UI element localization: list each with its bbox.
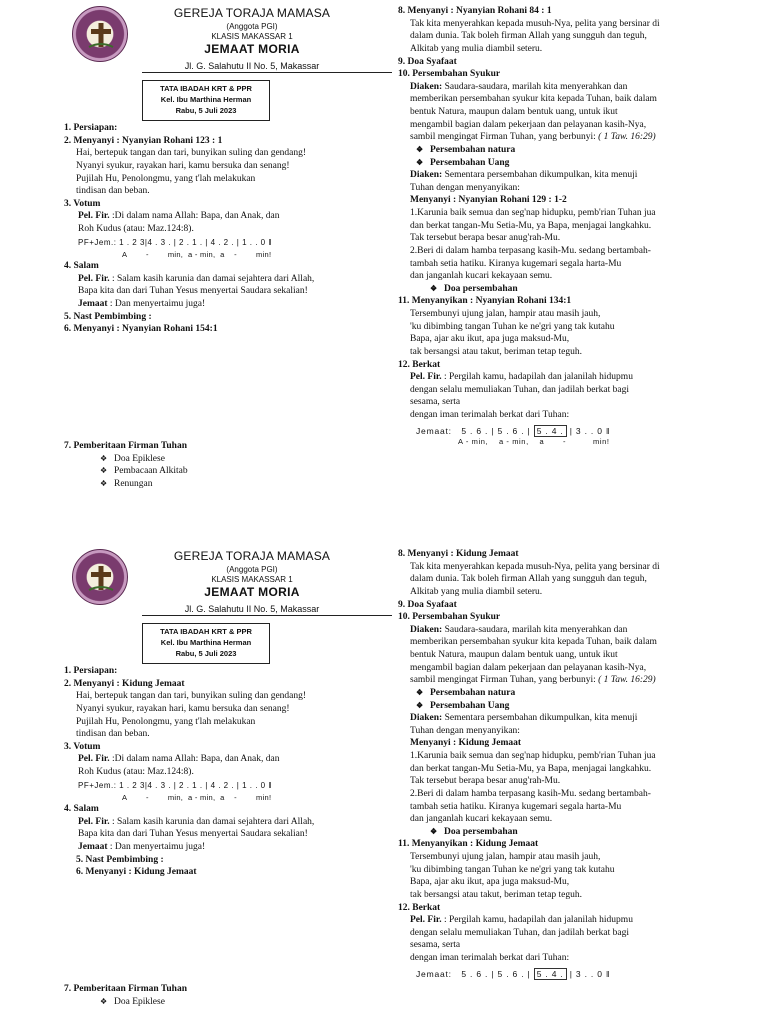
section-menyanyikan-11: 11. Menyanyikan : Nyanyian Rohani 134:1 [398,296,572,307]
diamond-bullet-icon: ❖ [430,283,438,293]
church-member: (Anggota PGI) [226,564,278,574]
lyric-line: dalam dunia. Tak boleh firman Allah yang sungguh dan teguh, [410,574,647,585]
diaken-line: Saudara-saudara, marilah kita menyerahkan dan [442,624,628,635]
church-seal-icon [72,549,128,605]
bullet-item [64,996,356,1009]
lyric-line: 1.Karunia baik semua dan seg'nap hidupku, pemb'rian Tuhan jua [410,751,656,761]
diaken-line: Sementara persembahan dikumpulkan, kita menuji [442,713,638,724]
diaken-line: memberikan persembahan syukur kita kepada Tuhan, baik dalam [410,637,657,648]
berkat-line: dengan selalu memuliakan Tuhan, dan jadilah berkat bagi [410,384,629,395]
header-divider [142,72,392,73]
bullet-label: Persembahan Uang [430,700,510,711]
response-line: : Dan menyertaimu juga! [107,299,206,310]
section-firman: 7. Pemberitaan Firman Tuhan [64,983,187,994]
speaker-label: Pel. Fir. [78,211,110,222]
lyric-line: Pujilah Hu, Penolongmu, yang t'lah melakukan [76,716,256,727]
lyric-line: Hai, bertepuk tangan dan tari, bunyikan suling dan gendang! [76,691,307,702]
music-notation: PF+Jem.: 1 . 2 3|4 . 3 . | 2 . 1 . | 4 . 2 . | 1 . . 0 ‖ [78,237,273,247]
section-salam: 4. Salam [64,804,99,815]
bullet-label: Doa Epiklese [114,453,165,464]
order-of-service-left [64,122,356,490]
salam-line: : Salam kasih karunia dan damai sejahtera dari Allah, [109,816,315,827]
section-menyanyi-6: 6. Menyanyi : Kidung Jemaat [76,867,197,878]
bullet-label: Doa persembahan [444,826,518,837]
lyric-line: Tersembunyi ujung jalan, hampir atau masih jauh, [410,852,601,862]
service-date: Rabu, 5 Juli 2023 [175,648,237,658]
lyric-line: Tak kita menyerahkan kepada musuh-Nya, pelita yang bersinar di [410,561,660,572]
bullet-item [398,700,704,713]
lyric-line: Tersembunyi ujung jalan, hampir atau masih jauh, [410,309,601,319]
church-header [62,0,352,70]
speaker-label: Pel. Fir. [410,372,442,383]
header-divider [142,615,392,616]
section-menyanyi-8: 8. Menyanyi : Kidung Jemaat [398,549,519,559]
salam-line: : Salam kasih karunia dan damai sejahtera dari Allah, [109,273,315,284]
section-berkat: 12. Berkat [398,359,441,370]
lyric-line: 2.Beri di dalam hamba terpasang kasih-Mu. sedang bertambah- [410,788,651,799]
section-menyanyi-6: 6. Menyanyi : Nyanyian Rohani 154:1 [64,324,218,335]
section-votum: 3. Votum [64,198,101,209]
diamond-bullet-icon: ❖ [416,157,424,167]
lyric-line: dan janganlah kucari kekayaan semu. [410,814,553,825]
lyric-line: Bapa, ajar aku ikut, apa juga maksud-Mu, [410,877,570,888]
amen-notation [398,969,704,980]
bullet-label: Doa persembahan [444,283,518,294]
salam-text [64,273,356,286]
lyric-line: Alkitab yang mulia diambil seteru. [410,43,543,54]
speaker-label: Jemaat [78,299,108,310]
lyric-line: 'ku dibimbing tangan Tuhan ke ne'gri yang tak kutahu [410,321,615,332]
lyric-line: Hai, bertepuk tangan dan tari, bunyikan suling dan gendang! [76,148,307,159]
speaker-label: Jemaat [78,842,108,853]
diaken-line: mengambil bagian dalam pekerjaan dan pelayanan kasih-Nya, [410,662,647,673]
section-berkat: 12. Berkat [398,902,441,913]
section-menyanyi-8: 8. Menyanyi : Nyanyian Rohani 84 : 1 [398,6,552,16]
speaker-label: Diaken: [410,624,443,635]
salam-line: Bapa kita dan dari Tuhan Yesus menyertai Saudara sekalian! [78,286,308,297]
berkat-line: dengan selalu memuliakan Tuhan, dan jadilah berkat bagi [410,927,629,938]
lyric-line: dan berkat tangan-Mu Setia-Mu, ya Bapa, menjagai langkahku. [410,220,652,231]
lyric-line: Nyanyi syukur, rayakan hari, kamu bersuka dan senang! [76,703,290,714]
left-column [62,0,352,489]
jemaat-name: JEMAAT MORIA [204,42,300,57]
service-family: Kel. Ibu Marthina Herman [160,94,252,104]
church-name: GEREJA TORAJA MAMASA [173,6,331,20]
diaken-line-text: sambil mengingat Firman Tuhan, yang berbunyi: [410,675,599,686]
salam-line: Bapa kita dan dari Tuhan Yesus menyertai Saudara sekalian! [78,829,308,840]
bullet-label: Doa Epiklese [114,996,165,1007]
lyric-line: 2.Beri di dalam hamba terpasang kasih-Mu. sedang bertambah- [410,245,651,256]
lyric-line: Tak tersebut berapa besar anug'rah-Mu. [410,776,561,787]
jemaat-response [64,841,356,854]
bullet-item [64,453,356,466]
lyric-line: dan janganlah kucari kekayaan semu. [410,271,553,282]
bullet-item [64,478,356,491]
diaken-line [398,131,704,144]
section-nast: 5. Nast Pembimbing : [76,854,164,865]
lyric-line: Pujilah Hu, Penolongmu, yang t'lah melakukan [76,173,256,184]
speaker-label: Pel. Fir. [410,915,442,926]
notation-part: | 3 . . 0 ‖ [566,968,611,979]
lyric-line: tindisan dan beban. [76,729,150,740]
votum-line: :Di dalam nama Allah: Bapa, dan Anak, dan [109,211,280,222]
song-title: Menyanyi : Nyanyian Rohani 129 : 1-2 [410,195,567,206]
order-of-service-left [64,665,356,1008]
diaken-line: bentuk Natura, maupun dalam bentuk uang, untuk ikut [410,107,618,117]
diaken-text [398,81,704,94]
notation-part-boxed: 5 . 4 . [534,968,567,980]
church-name: GEREJA TORAJA MAMASA [173,549,331,563]
berkat-text [398,371,704,384]
lyric-line: dan berkat tangan-Mu Setia-Mu, ya Bapa, menjagai langkahku. [410,763,652,774]
votum-text [64,210,356,223]
diaken-line: Saudara-saudara, marilah kita menyerahkan dan [442,81,628,92]
diaken-line-text: sambil mengingat Firman Tuhan, yang berbunyi: [410,132,599,143]
service-family: Kel. Ibu Marthina Herman [160,637,252,647]
speaker-label: Pel. Fir. [78,816,110,827]
church-klasis: KLASIS MAKASSAR 1 [211,31,293,41]
section-persembahan: 10. Persembahan Syukur [398,69,501,80]
bullet-label: Persembahan natura [430,144,516,155]
church-header [62,543,352,613]
lyric-line: tak bersangsi atau takut, beriman tetap teguh. [410,346,582,357]
section-menyanyi: 2. Menyanyi : Kidung Jemaat [64,678,185,689]
diaken-text [398,712,704,725]
jemaat-name: JEMAAT MORIA [204,585,300,600]
lyric-line: tindisan dan beban. [76,186,150,197]
bullet-item [398,157,704,170]
amen-notation [398,426,704,437]
bullet-item [398,687,704,700]
lyric-line: Tak kita menyerahkan kepada musuh-Nya, pelita yang bersinar di [410,18,660,29]
section-nast: 5. Nast Pembimbing : [64,311,152,322]
church-member: (Anggota PGI) [226,21,278,31]
section-menyanyikan-11: 11. Menyanyikan : Kidung Jemaat [398,839,539,850]
bullet-item [398,826,704,839]
bullet-item [398,283,704,296]
notation-part: | 3 . . 0 ‖ [566,425,611,436]
left-column [62,543,352,1007]
diaken-line: Sementara persembahan dikumpulkan, kita menuji [442,170,638,181]
church-address: Jl. G. Salahutu II No. 5, Makassar [184,61,320,72]
scripture-ref: ( 1 Taw. 16:29) [598,132,656,143]
section-persembahan: 10. Persembahan Syukur [398,612,501,623]
lyric-line: Alkitab yang mulia diambil seteru. [410,586,543,597]
notation-part-boxed: 5 . 4 . [534,425,567,437]
service-title: TATA IBADAH KRT & PPR [160,627,252,636]
jemaat-response [64,298,356,311]
service-date: Rabu, 5 Juli 2023 [175,105,237,115]
service-title: TATA IBADAH KRT & PPR [160,84,252,93]
diaken-line: mengambil bagian dalam pekerjaan dan pelayanan kasih-Nya, [410,119,647,130]
bullet-label: Persembahan Uang [430,157,510,168]
diaken-line [398,674,704,687]
amen-lyrics: A - min, a - min, a - min! [458,436,610,446]
diaken-line: Tuhan dengan menyanyikan: [410,725,520,736]
section-doa-syafaat: 9. Doa Syafaat [398,56,457,67]
lyric-line: 'ku dibimbing tangan Tuhan ke ne'gri yang tak kutahu [410,864,615,875]
liturgy-page-bottom [0,543,768,1024]
diamond-bullet-icon: ❖ [100,478,108,488]
church-klasis: KLASIS MAKASSAR 1 [211,574,293,584]
speaker-label: Diaken: [410,81,443,92]
speaker-label: Pel. Fir. [78,273,110,284]
bullet-item [398,144,704,157]
song-title: Menyanyi : Kidung Jemaat [410,738,522,749]
speaker-label: Pel. Fir. [78,754,110,765]
lyric-line: Tak tersebut berapa besar anug'rah-Mu. [410,233,561,244]
order-of-service-right [398,5,704,447]
church-address: Jl. G. Salahutu II No. 5, Makassar [184,604,320,615]
berkat-line: dengan iman terimalah berkat dari Tuhan: [410,410,570,420]
diamond-bullet-icon: ❖ [100,466,108,476]
lyric-line: Bapa, ajar aku ikut, apa juga maksud-Mu, [410,334,570,345]
diamond-bullet-icon: ❖ [416,700,424,710]
speaker-label: Diaken: [410,713,443,724]
berkat-line: dengan iman terimalah berkat dari Tuhan: [410,953,570,963]
berkat-line: sesama, serta [410,940,461,951]
section-votum: 3. Votum [64,741,101,752]
speaker-label: Diaken: [410,170,443,181]
berkat-line: : Pergilah kamu, hadapilah dan jalanilah hidupmu [441,915,633,926]
berkat-text [398,914,704,927]
lyric-line: Nyanyi syukur, rayakan hari, kamu bersuka dan senang! [76,160,290,171]
music-notation: PF+Jem.: 1 . 2 3|4 . 3 . | 2 . 1 . | 4 . 2 . | 1 . . 0 ‖ [78,780,273,790]
notation-lyrics: A - min, a - min, a - min! [122,793,272,803]
diaken-line: memberikan persembahan syukur kita kepada Tuhan, baik dalam [410,94,657,105]
section-menyanyi: 2. Menyanyi : Nyanyian Rohani 123 : 1 [64,135,223,146]
diamond-bullet-icon: ❖ [100,996,108,1006]
salam-text [64,816,356,829]
section-firman: 7. Pemberitaan Firman Tuhan [64,440,187,451]
diaken-text [398,169,704,182]
church-seal-icon [72,6,128,62]
section-doa-syafaat: 9. Doa Syafaat [398,599,457,610]
lyric-line: 1.Karunia baik semua dan seg'nap hidupku, pemb'rian Tuhan jua [410,208,656,218]
scripture-ref: ( 1 Taw. 16:29) [598,675,656,686]
votum-line: :Di dalam nama Allah: Bapa, dan Anak, dan [109,754,280,765]
bullet-item [64,465,356,478]
section-persiapan: 1. Persiapan: [64,666,118,676]
votum-text [64,753,356,766]
diamond-bullet-icon: ❖ [416,144,424,154]
diamond-bullet-icon: ❖ [100,453,108,463]
diamond-bullet-icon: ❖ [430,826,438,836]
lyric-line: tak bersangsi atau takut, beriman tetap teguh. [410,889,582,900]
lyric-line: dalam dunia. Tak boleh firman Allah yang sungguh dan teguh, [410,31,647,42]
diaken-line: bentuk Natura, maupun dalam bentuk uang, untuk ikut [410,650,618,660]
service-info-box [142,623,270,664]
lyric-line: tambah setia hatiku. Kiranya kugemari segala harta-Mu [410,801,622,812]
votum-line: Roh Kudus (atau: Maz.124:8). [78,224,194,234]
berkat-line: : Pergilah kamu, hadapilah dan jalanilah hidupmu [441,372,633,383]
notation-lyrics: A - min, a - min, a - min! [122,250,272,260]
service-info-box [142,80,270,121]
response-line: : Dan menyertaimu juga! [107,842,206,853]
berkat-line: sesama, serta [410,397,461,408]
notation-part: Jemaat: 5 . 6 . | 5 . 6 . | [416,425,534,436]
votum-line: Roh Kudus (atau: Maz.124:8). [78,767,194,777]
diaken-text [398,624,704,637]
lyric-line: tambah setia hatiku. Kiranya kugemari segala harta-Mu [410,258,622,269]
order-of-service-right [398,548,704,980]
diamond-bullet-icon: ❖ [416,687,424,697]
section-persiapan: 1. Persiapan: [64,123,118,133]
diaken-line: Tuhan dengan menyanyikan: [410,182,520,193]
notation-part: Jemaat: 5 . 6 . | 5 . 6 . | [416,968,534,979]
bullet-label: Pembacaan Alkitab [114,466,188,477]
section-salam: 4. Salam [64,261,99,272]
bullet-label: Persembahan natura [430,687,516,698]
bullet-label: Renungan [114,478,153,489]
